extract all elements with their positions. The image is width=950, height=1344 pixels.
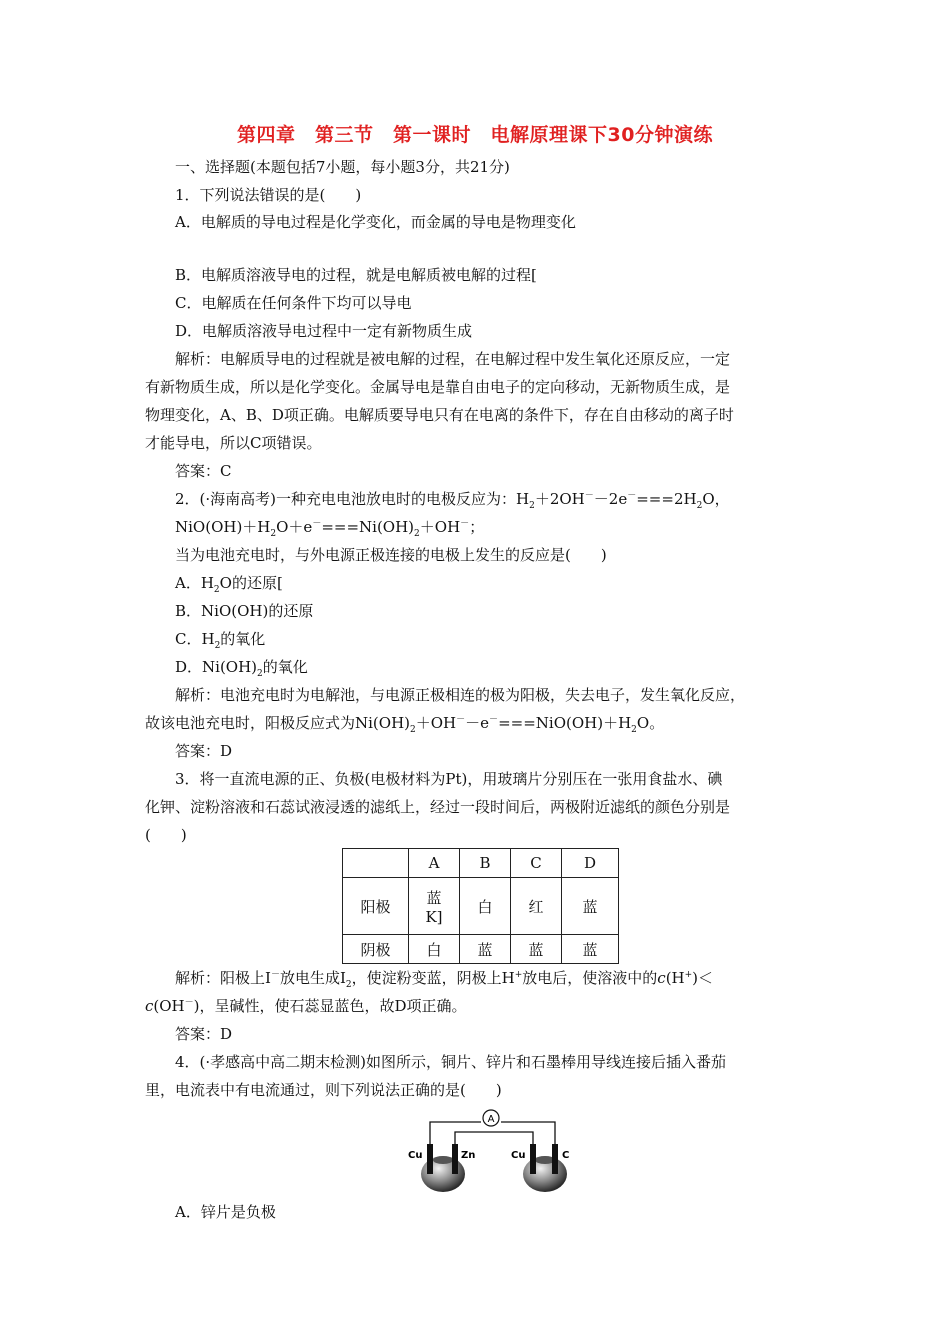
q1-stem: 1．下列说法错误的是( ) bbox=[175, 186, 362, 204]
q2-explanation-line2: 故该电池充电时，阳极反应式为$Ni(OH)_2+OH^--e^-===NiO(OH)+H_2O$。 bbox=[145, 714, 665, 735]
table-header-cell: C bbox=[511, 849, 562, 878]
electrode-c bbox=[552, 1144, 558, 1174]
q3-explanation-line2: c(OH－)，呈碱性，使石蕊显蓝色，故D项正确。 bbox=[145, 997, 467, 1015]
q3-options-table bbox=[342, 848, 619, 964]
section-heading: 一、选择题(本题包括7小题，每小题3分，共21分) bbox=[175, 158, 510, 176]
q2-option-c: C．$H_2$的氧化 bbox=[175, 630, 266, 651]
q2-option-d: D．$Ni(OH)_2$的氧化 bbox=[175, 658, 308, 679]
label-c: C bbox=[562, 1150, 570, 1161]
q1-explanation-line3: 物理变化，A、B、D项正确。电解质要导电只有在电离的条件下，存在自由移动的离子时 bbox=[145, 406, 734, 424]
q2-explanation-line1: 解析：电池充电时为电解池，与电源正极相连的极为阳极，失去电子，发生氧化反应， bbox=[175, 686, 746, 704]
q2-option-a: A．$H_2O$的还原[ bbox=[175, 574, 283, 595]
table-header-cell: D bbox=[562, 849, 619, 878]
table-cell: 蓝 bbox=[460, 935, 511, 964]
electrode-cu-left bbox=[427, 1144, 433, 1174]
q2-equation: $NiO(OH)+H_2O+e^-===Ni(OH)_2+OH^-$； bbox=[175, 518, 485, 539]
tomato-stem bbox=[433, 1156, 453, 1164]
q1-answer: 答案：C bbox=[175, 462, 232, 480]
wire bbox=[501, 1122, 555, 1158]
table-cell: 白 bbox=[409, 935, 460, 964]
table-row bbox=[343, 878, 619, 935]
svg-text:A: A bbox=[487, 1114, 495, 1125]
q1-option-d: D．电解质溶液导电过程中一定有新物质生成 bbox=[175, 322, 473, 340]
label-cu-right: Cu bbox=[511, 1150, 526, 1161]
q3-stem-line2: 化钾、淀粉溶液和石蕊试液浸透的滤纸上，经过一段时间后，两极附近滤纸的颜色分别是 bbox=[145, 798, 731, 816]
q3-explanation-line1: 解析：阳极上I－放电生成$I_2$，使淀粉变蓝，阴极上H+放电后，使溶液中的c(H+)＜ bbox=[175, 969, 714, 990]
table-cell: 阳极 bbox=[343, 878, 409, 935]
tomato-cell-figure bbox=[405, 1108, 585, 1198]
q2-stem: 2．(·海南高考)一种充电电池放电时的电极反应为：$H_2+2OH^--2e^-===2H_2O$， bbox=[175, 490, 730, 511]
table-cell: 蓝 bbox=[562, 935, 619, 964]
table-row bbox=[343, 935, 619, 964]
q3-stem-line3: ( ) bbox=[145, 826, 187, 844]
q3-answer: 答案：D bbox=[175, 1025, 233, 1043]
table-cell: 白 bbox=[460, 878, 511, 935]
table-cell: 蓝 K] bbox=[409, 878, 460, 935]
q4-option-a: A．锌片是负极 bbox=[175, 1203, 276, 1221]
electrode-cu-right bbox=[530, 1144, 536, 1174]
q4-stem-line2: 里，电流表中有电流通过，则下列说法正确的是( ) bbox=[145, 1081, 502, 1099]
electrode-zn bbox=[452, 1144, 458, 1174]
table-cell: 蓝 bbox=[562, 878, 619, 935]
q1-option-c: C．电解质在任何条件下均可以导电 bbox=[175, 294, 412, 312]
q1-explanation-line1: 解析：电解质导电的过程就是被电解的过程，在电解过程中发生氧化还原反应，一定 bbox=[175, 350, 731, 368]
q2-question: 当为电池充电时，与外电源正极连接的电极上发生的反应是( ) bbox=[175, 546, 607, 564]
label-cu-left: Cu bbox=[408, 1150, 423, 1161]
q1-explanation-line2: 有新物质生成，所以是化学变化。金属导电是靠自由电子的定向移动，无新物质生成，是 bbox=[145, 378, 731, 396]
q4-stem-line1: 4．(·孝感高中高二期末检测)如图所示，铜片、锌片和石墨棒用导线连接后插入番茄 bbox=[175, 1053, 727, 1071]
q1-option-b: B．电解质溶液导电的过程，就是电解质被电解的过程[ bbox=[175, 266, 537, 284]
q2-stem-text: 2．(·海南高考)一种充电电池放电时的电极反应为：H bbox=[175, 490, 530, 508]
q2-answer: 答案：D bbox=[175, 742, 233, 760]
q1-option-a: A．电解质的导电过程是化学变化，而金属的导电是物理变化 bbox=[175, 213, 576, 231]
q2-option-b: B．NiO(OH)的还原 bbox=[175, 602, 314, 620]
q3-stem-line1: 3．将一直流电源的正、负极(电极材料为Pt)，用玻璃片分别压在一张用食盐水、碘 bbox=[175, 770, 723, 788]
table-header-cell: B bbox=[460, 849, 511, 878]
table-header-cell: A bbox=[409, 849, 460, 878]
q1-explanation-line4: 才能导电，所以C项错误。 bbox=[145, 434, 322, 452]
table-header-cell bbox=[343, 849, 409, 878]
table-cell: 红 bbox=[511, 878, 562, 935]
label-zn: Zn bbox=[461, 1150, 476, 1161]
table-cell: 蓝 bbox=[511, 935, 562, 964]
table-cell: 阴极 bbox=[343, 935, 409, 964]
page-title: 第四章 第三节 第一课时 电解原理课下30分钟演练 bbox=[237, 124, 713, 146]
